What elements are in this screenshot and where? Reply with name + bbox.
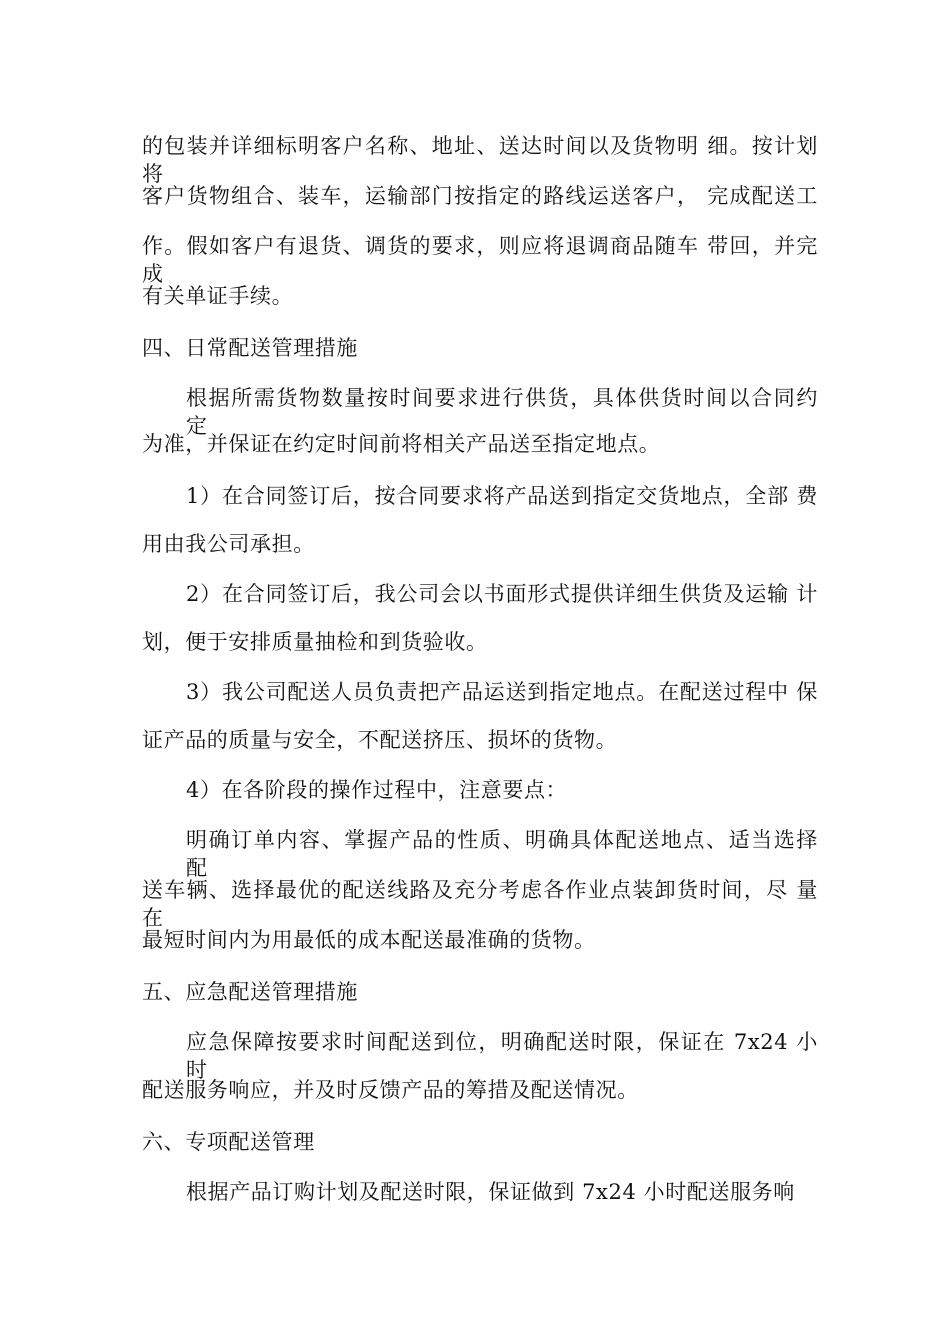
section-heading: 四、日常配送管理措施 xyxy=(142,336,358,360)
body-line: 的包装并详细标明客户名称、地址、送达时间以及货物明 细。按计划将 xyxy=(142,134,818,186)
body-line: 客户货物组合、装车，运输部门按指定的路线运送客户， 完成配送工 xyxy=(142,184,818,208)
list-item-line: 4）在各阶段的操作过程中，注意要点： xyxy=(186,778,568,802)
body-line: 明确订单内容、掌握产品的性质、明确具体配送地点、适当选择 配 xyxy=(186,828,818,880)
body-line: 有关单证手续。 xyxy=(142,284,294,308)
body-line: 为准，并保证在约定时间前将相关产品送至指定地点。 xyxy=(142,432,661,456)
list-item-line: 3）我公司配送人员负责把产品运送到指定地点。在配送过程中 保 xyxy=(186,680,818,704)
list-item-line: 划，便于安排质量抽检和到货验收。 xyxy=(142,630,488,654)
body-line: 配送服务响应，并及时反馈产品的筹措及配送情况。 xyxy=(142,1078,639,1102)
body-line: 最短时间内为用最低的成本配送最准确的货物。 xyxy=(142,928,596,952)
list-item-line: 2）在合同签订后，我公司会以书面形式提供详细生供货及运输 计 xyxy=(186,582,818,606)
body-line: 作。假如客户有退货、调货的要求，则应将退调商品随车 带回，并完成 xyxy=(142,234,818,286)
body-line: 根据产品订购计划及配送时限，保证做到 7x24 小时配送服务响 xyxy=(186,1180,795,1204)
list-item-line: 证产品的质量与安全，不配送挤压、损坏的货物。 xyxy=(142,728,618,752)
list-item-line: 1）在合同签订后，按合同要求将产品送到指定交货地点，全部 费 xyxy=(186,484,818,508)
section-heading: 五、应急配送管理措施 xyxy=(142,980,358,1004)
body-line: 应急保障按要求时间配送到位，明确配送时限，保证在 7x24 小 时 xyxy=(186,1030,818,1082)
body-line: 根据所需货物数量按时间要求进行供货，具体供货时间以合同约 定 xyxy=(186,386,818,438)
list-item-line: 用由我公司承担。 xyxy=(142,532,315,556)
body-line: 送车辆、选择最优的配送线路及充分考虑各作业点装卸货时间，尽 量在 xyxy=(142,878,818,930)
section-heading: 六、专项配送管理 xyxy=(142,1130,315,1154)
